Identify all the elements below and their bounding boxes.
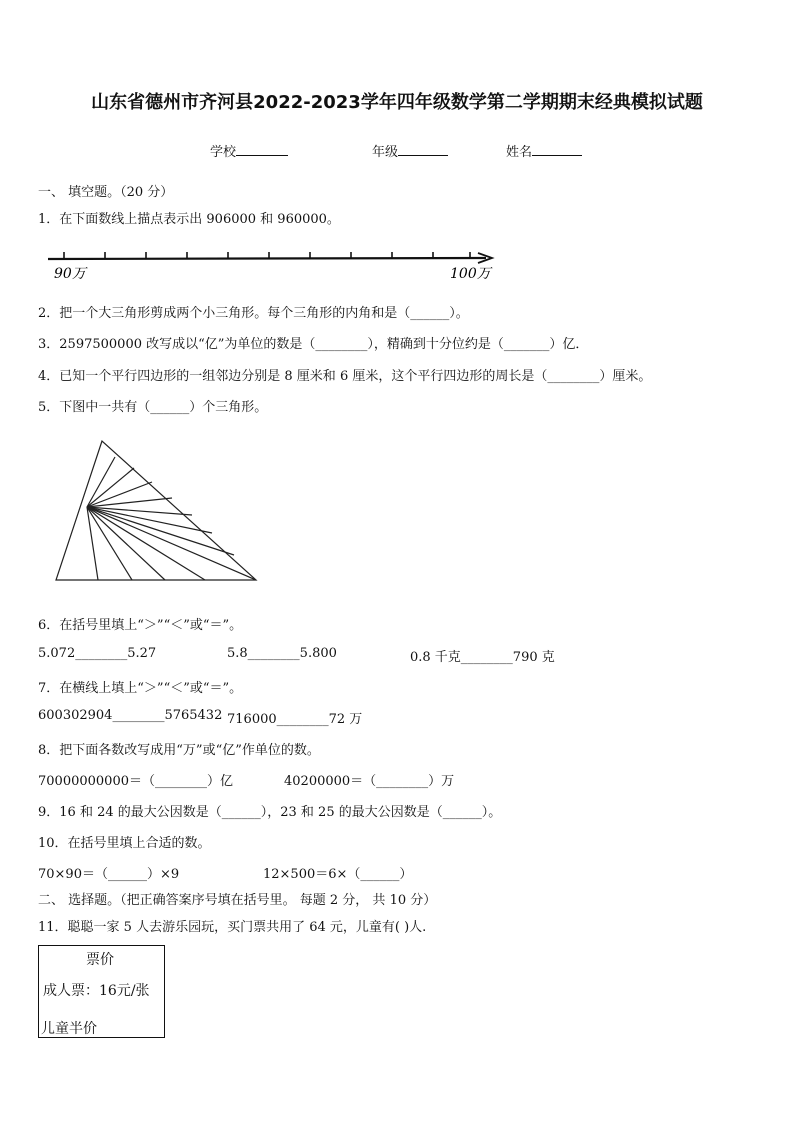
question-4: 4．已知一个平行四边形的一组邻边分别是 8 厘米和 6 厘米，这个平行四边形的周长是（________）厘米。 [38,369,652,384]
grade-field [372,141,448,160]
name-field [506,141,582,160]
question-8: 8．把下面各数改写成用“万”或“亿”作单位的数。 [38,743,320,758]
section-2-heading: 二、 选择题。（把正确答案序号填在括号里。 每题 2 分， 共 10 分） [38,893,437,908]
q8-item-2: 40200000＝（________）万 [284,774,455,789]
question-7: 7．在横线上填上“＞”“＜”或“＝”。 [38,681,243,696]
school-blank[interactable] [236,143,288,156]
outer-triangle [56,441,256,580]
question-3: 3．2597500000 改写成以“亿”为单位的数是（________），精确到十分位约是（_______）亿． [38,337,589,352]
question-6: 6．在括号里填上“＞”“＜”或“＝”。 [38,618,243,633]
q10-item-1: 70×90＝（______）×9 [38,867,180,882]
question-2: 2．把一个大三角形剪成两个小三角形。每个三角形的内角和是（______）。 [38,306,469,321]
grade-label: 年级 [372,145,399,160]
number-line [40,240,500,285]
q7-item-1: 600302904________5765432 [38,708,223,723]
triangle-figure [50,435,265,585]
page-title: 山东省德州市齐河县2022-2023学年四年级数学第二学期期末经典模拟试题 [91,92,703,113]
question-9: 9．16 和 24 的最大公因数是（______），23 和 25 的最大公因数是（______）。 [38,805,502,820]
name-blank[interactable] [532,143,582,156]
ticket-price-table [38,945,165,1038]
adult-ticket-price: 成人票：16元/张 [43,983,150,999]
question-11: 11．聪聪一家 5 人去游乐园玩，买门票共用了 64 元，儿童有( )人. [38,920,427,935]
question-1: 1．在下面数线上描点表示出 906000 和 960000。 [38,212,340,227]
question-10: 10．在括号里填上合适的数。 [38,836,211,851]
q6-item-1: 5.072________5.27 [38,646,157,661]
school-label: 学校 [210,145,237,160]
question-5: 5．下图中一共有（______）个三角形。 [38,400,268,415]
q7-item-2: 716000________72 万 [227,712,363,727]
name-label: 姓名 [506,145,533,160]
number-line-axis [48,258,486,259]
number-line-right-label: 100万 [450,266,491,282]
q6-item-3: 0.8 千克________790 克 [410,650,555,665]
grade-blank[interactable] [398,143,448,156]
q6-item-2: 5.8________5.800 [227,646,337,661]
number-line-left-label: 90万 [54,266,86,282]
child-ticket-price: 儿童半价 [41,1021,97,1037]
ticket-title: 票价 [86,952,114,968]
school-field [210,141,288,160]
q10-item-2: 12×500＝6×（______） [263,867,413,882]
q8-item-1: 70000000000＝（________）亿 [38,774,233,789]
section-1-heading: 一、 填空题。（20 分） [38,185,174,200]
